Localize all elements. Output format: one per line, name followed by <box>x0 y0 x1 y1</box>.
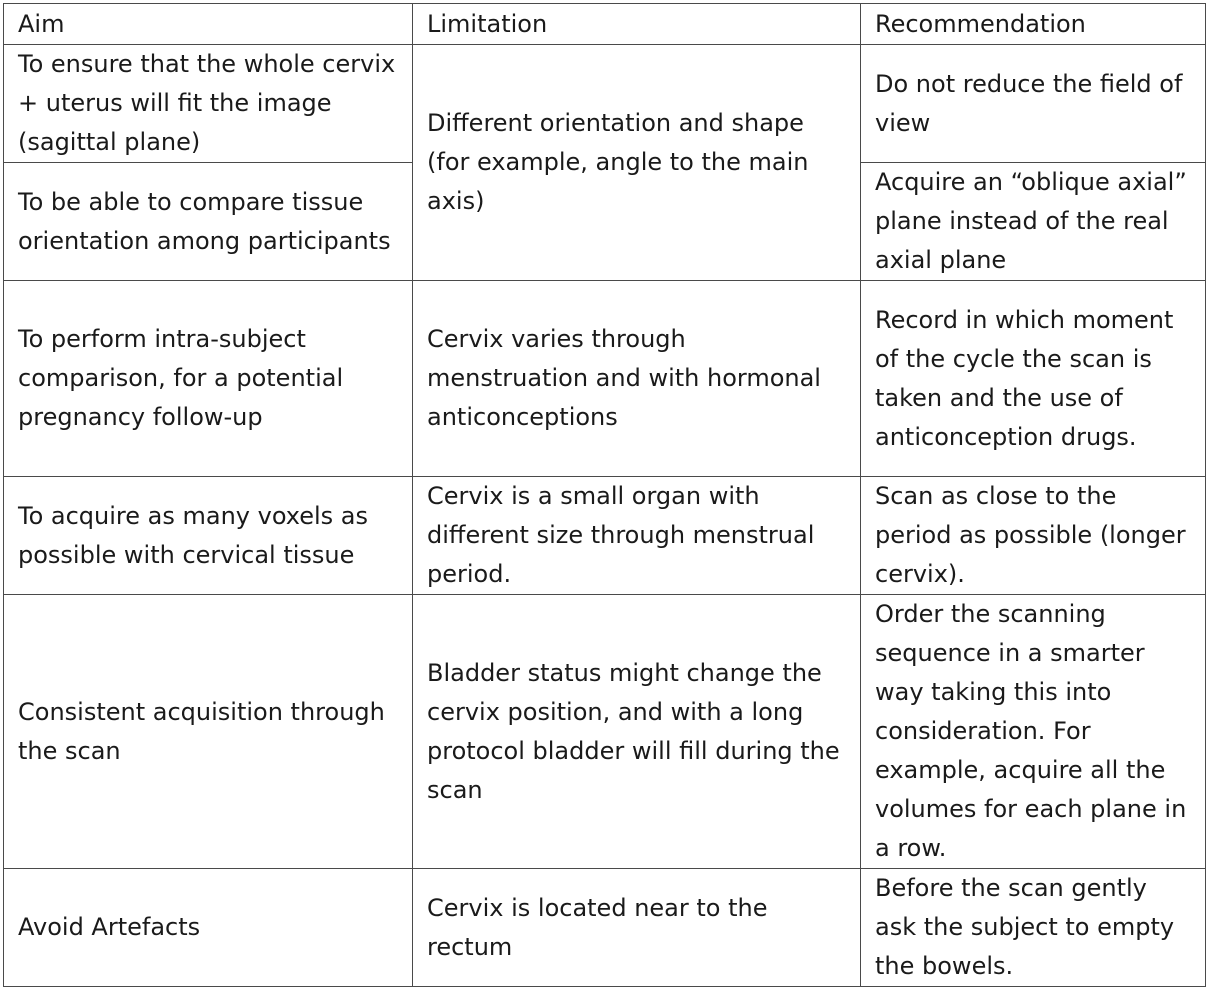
table-row <box>4 45 1206 163</box>
limitation-cell: Different orientation and shape (for example, angle to the main axis) <box>413 45 861 281</box>
recommendation-cell: Do not reduce the field of view <box>861 45 1206 163</box>
aim-cell: To perform intra-subject comparison, for a potential pregnancy follow-up <box>4 281 413 477</box>
recommendation-cell: Acquire an “oblique axial” plane instead of the real axial plane <box>861 163 1206 281</box>
recommendation-cell: Order the scanning sequence in a smarter way taking this into consideration. For example, acquire all the volumes for each plane in a row. <box>861 595 1206 869</box>
header-limitation: Limitation <box>413 4 861 45</box>
aim-cell: Consistent acquisition through the scan <box>4 595 413 869</box>
limitation-cell: Bladder status might change the cervix position, and with a long protocol bladder will fill during the scan <box>413 595 861 869</box>
table-row <box>4 281 1206 477</box>
recommendation-cell: Scan as close to the period as possible (longer cervix). <box>861 477 1206 595</box>
limitation-cell: Cervix is located near to the rectum <box>413 869 861 987</box>
limitation-cell: Cervix varies through menstruation and with hormonal anticonceptions <box>413 281 861 477</box>
aim-cell: To acquire as many voxels as possible with cervical tissue <box>4 477 413 595</box>
header-aim: Aim <box>4 4 413 45</box>
aim-cell: Avoid Artefacts <box>4 869 413 987</box>
table-header-row <box>4 4 1206 45</box>
aim-cell: To be able to compare tissue orientation among participants <box>4 163 413 281</box>
table-row <box>4 477 1206 595</box>
header-recommendation: Recommendation <box>861 4 1206 45</box>
table-row <box>4 869 1206 987</box>
aim-cell: To ensure that the whole cervix + uterus will fit the image (sagittal plane) <box>4 45 413 163</box>
table-row <box>4 595 1206 869</box>
recommendation-cell: Record in which moment of the cycle the scan is taken and the use of anticonception drugs. <box>861 281 1206 477</box>
limitation-cell: Cervix is a small organ with different size through menstrual period. <box>413 477 861 595</box>
aims-limitations-table <box>3 3 1206 987</box>
recommendation-cell: Before the scan gently ask the subject to empty the bowels. <box>861 869 1206 987</box>
